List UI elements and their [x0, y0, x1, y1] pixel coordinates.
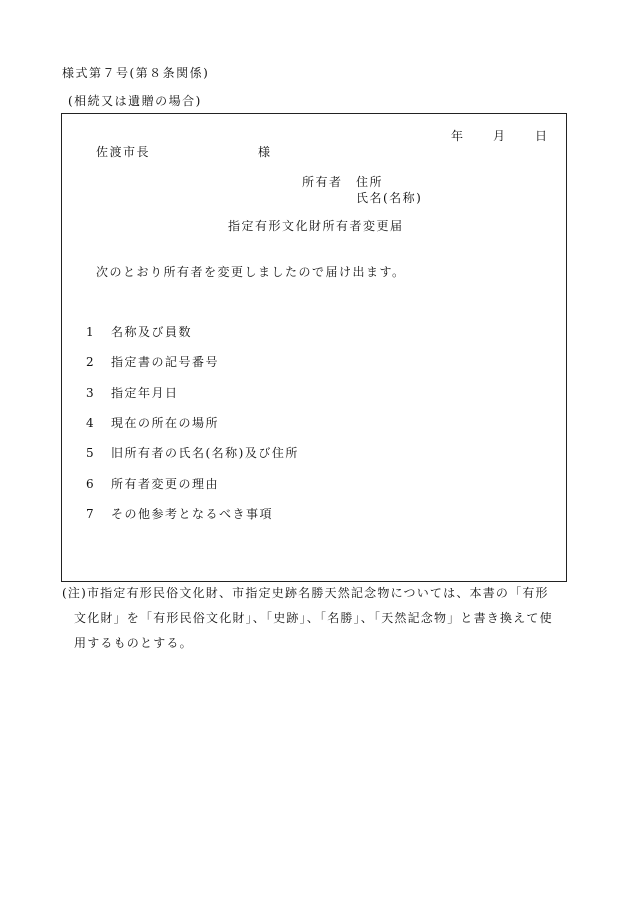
- item-text: 旧所有者の氏名(名称)及び住所: [111, 446, 299, 460]
- note-line-3: 用するものとする。: [74, 636, 193, 650]
- note-line-2: 文化財」を「有形民俗文化財」、「史跡」、「名勝」、「天然記念物」と書き換えて使: [74, 611, 553, 625]
- intro-text: 次のとおり所有者を変更しましたので届け出ます。: [96, 265, 406, 279]
- date-day: 日: [535, 129, 548, 143]
- item-number: 7: [86, 507, 94, 521]
- item-number: 6: [86, 477, 94, 491]
- item-text: 現在の所在の場所: [111, 416, 220, 430]
- item-text: 指定書の記号番号: [111, 355, 220, 369]
- addressee: 佐渡市長: [96, 145, 151, 159]
- page-title: 指定有形文化財所有者変更届: [228, 219, 404, 233]
- item-number: 2: [86, 355, 94, 369]
- date-year: 年: [451, 129, 464, 143]
- item-text: 名称及び員数: [111, 325, 193, 339]
- item-number: 1: [86, 325, 94, 339]
- honorific: 様: [258, 145, 271, 159]
- item-number: 4: [86, 416, 94, 430]
- date-month: 月: [493, 129, 506, 143]
- form-number: 様式第７号(第８条関係): [62, 66, 210, 80]
- case-label: (相続又は遺贈の場合): [68, 94, 202, 108]
- note-line-1: (注)市指定有形民俗文化財、市指定史跡名勝天然記念物については、本書の「有形: [62, 586, 549, 600]
- owner-label: 所有者: [302, 175, 343, 189]
- name-label: 氏名(名称): [356, 191, 423, 205]
- item-text: その他参考となるべき事項: [111, 507, 274, 521]
- item-text: 所有者変更の理由: [111, 477, 220, 491]
- address-label: 住所: [356, 175, 384, 189]
- item-number: 5: [86, 446, 94, 460]
- item-text: 指定年月日: [111, 386, 179, 400]
- item-number: 3: [86, 386, 94, 400]
